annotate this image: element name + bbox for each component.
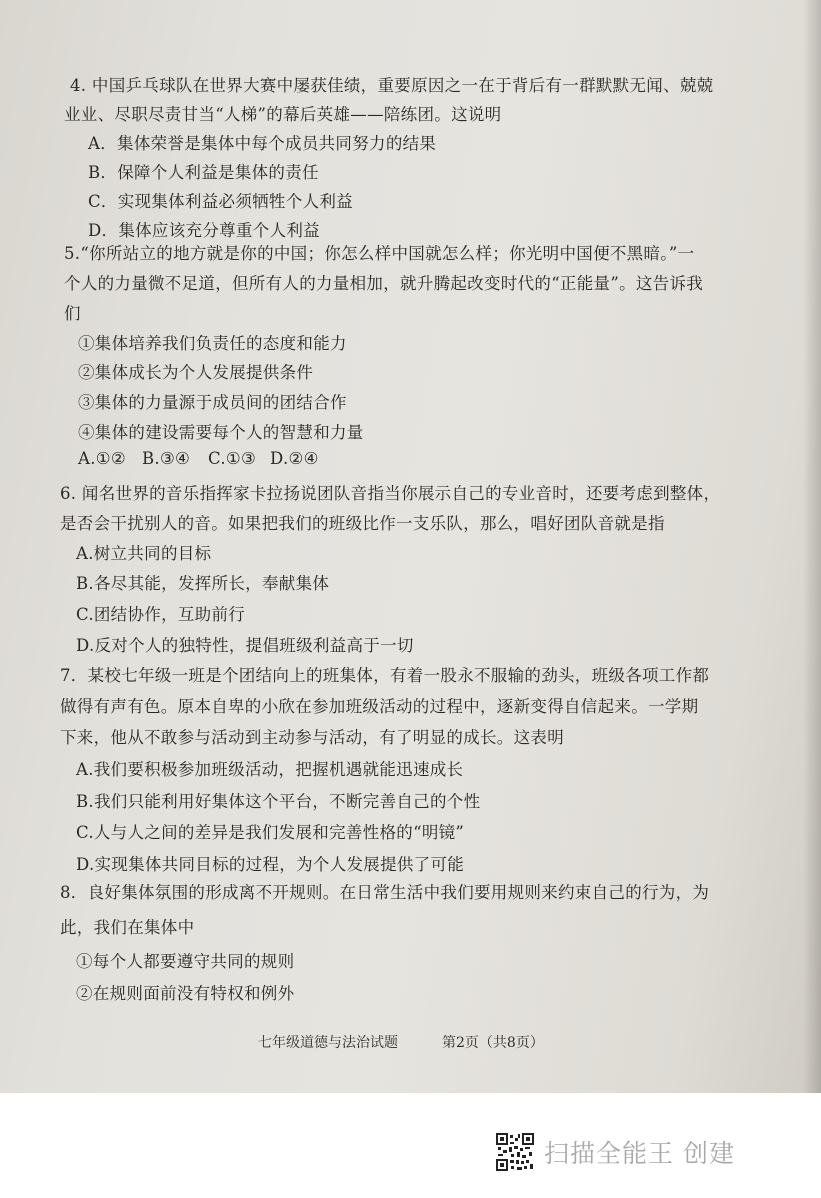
q6-stem-line-2: 是否会干扰别人的音。如果把我们的班级比作一支乐队，那么，唱好团队音就是指: [60, 514, 665, 533]
q7-stem-line-3: 下来，他从不敢参与活动到主动参与活动，有了明显的成长。这表明: [60, 728, 564, 747]
camscanner-watermark: [496, 1132, 735, 1172]
q4-option-c: C．实现集体利益必须牺牲个人利益: [88, 192, 353, 211]
q8-statement-1: ①每个人都要遵守共同的规则: [76, 952, 295, 971]
q6-option-a: A.树立共同的目标: [76, 544, 212, 563]
q7-option-b: B.我们只能利用好集体这个平台，不断完善自己的个性: [76, 792, 481, 811]
q6-option-b: B.各尽其能，发挥所长，奉献集体: [76, 574, 330, 593]
q5-option-a: A.①②: [78, 449, 126, 468]
q4-stem-line-1: 4. 中国乒乓球队在世界大赛中屡获佳绩，重要原因之一在于背后有一群默默无闻、兢兢: [70, 76, 714, 95]
q8-statement-2: ②在规则面前没有特权和例外: [76, 984, 295, 1003]
q4-stem-line-2: 业业、尽职尽责甘当“人梯”的幕后英雄——陪练团。这说明: [64, 105, 502, 124]
q4-option-a: A．集体荣誉是集体中每个成员共同努力的结果: [88, 134, 437, 153]
q7-option-c: C.人与人之间的差异是我们发展和完善性格的“明镜”: [76, 823, 465, 842]
q5-statement-3: ③集体的力量源于成员间的团结合作: [78, 393, 347, 412]
q5-statement-4: ④集体的建设需要每个人的智慧和力量: [78, 423, 364, 442]
q7-stem-line-1: 7．某校七年级一班是个团结向上的班集体，有着一股永不服输的劲头，班级各项工作都: [60, 666, 710, 685]
q6-option-d: D.反对个人的独特性，提倡班级利益高于一切: [76, 636, 414, 655]
q4-option-b: B．保障个人利益是集体的责任: [88, 163, 319, 182]
q8-stem-line-2: 此，我们在集体中: [60, 918, 195, 937]
q7-stem-line-2: 做得有声有色。原本自卑的小欣在参加班级活动的过程中，逐新变得自信起来。一学期: [60, 697, 699, 716]
q7-option-a: A.我们要积极参加班级活动，把握机遇就能迅速成长: [76, 760, 464, 779]
footer-page-number: 第2页（共8页）: [442, 1035, 544, 1051]
qr-code-icon: [496, 1133, 534, 1171]
q6-stem-line-1: 6. 闻名世界的音乐指挥家卡拉扬说团队音指当你展示自己的专业音时，还要考虑到整体，: [60, 484, 721, 503]
q6-option-c: C.团结协作，互助前行: [76, 605, 246, 624]
q5-option-d: D.②④: [270, 449, 319, 468]
q5-stem-line-3: 们: [64, 304, 81, 323]
q5-stem-line-2: 个人的力量微不足道，但所有人的力量相加，就升腾起改变时代的“正能量”。这告诉我: [64, 274, 704, 293]
footer-subject: 七年级道德与法治试题: [258, 1035, 398, 1051]
q4-option-d: D．集体应该充分尊重个人利益: [88, 221, 320, 240]
q8-stem-line-1: 8．良好集体氛围的形成离不开规则。在日常生活中我们要用规则来约束自己的行为，为: [60, 883, 710, 902]
q5-stem-line-1: 5.“你所站立的地方就是你的中国；你怎么样中国就怎么样；你光明中国便不黑暗。”一: [64, 244, 695, 263]
watermark-text: 扫描全能王 创建: [544, 1139, 735, 1168]
q5-option-c: C.①③: [208, 449, 257, 468]
q5-statement-1: ①集体培养我们负责任的态度和能力: [78, 334, 347, 353]
q5-statement-2: ②集体成长为个人发展提供条件: [78, 363, 314, 382]
q5-option-b: B.③④: [142, 449, 191, 468]
q7-option-d: D.实现集体共同目标的过程，为个人发展提供了可能: [76, 855, 465, 874]
